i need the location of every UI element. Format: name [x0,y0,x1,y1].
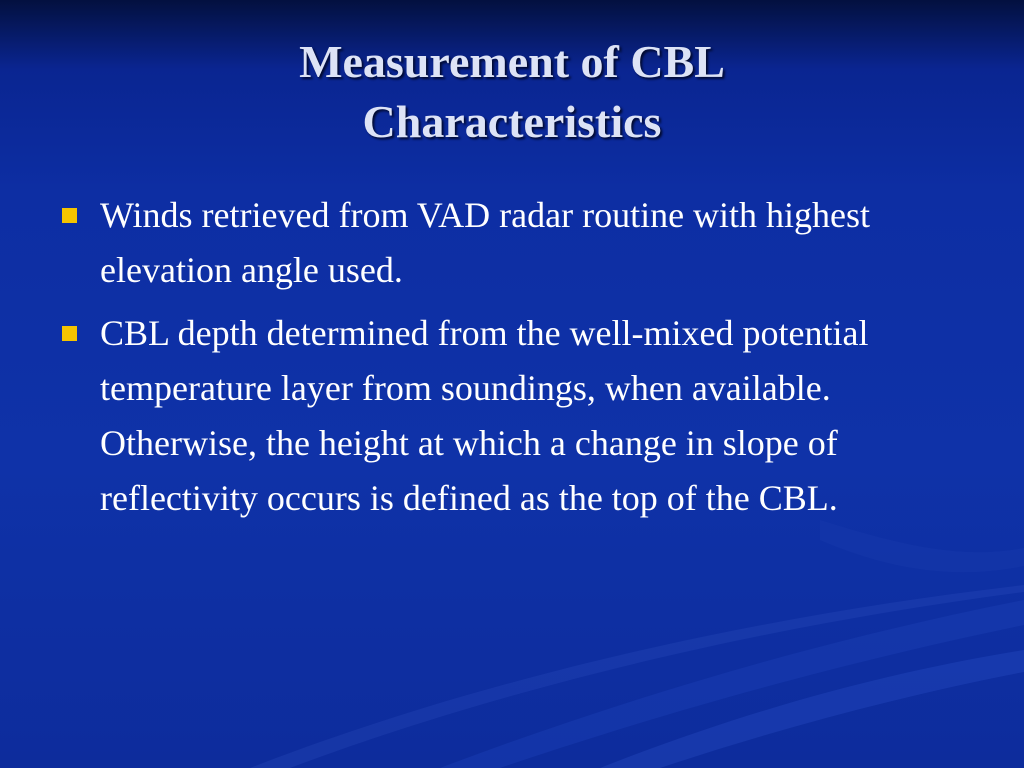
bullet-text-cbl-depth: CBL depth determined from the well-mixed potential temperature layer from soundings, when available. Otherwise, the height at which a change in slope of reflectivity occurs is defined as the top of the CBL. [100,313,878,518]
yellow-square-bullet-icon [62,326,77,341]
bullet-list [62,188,982,534]
bullet-text-winds: Winds retrieved from VAD radar routine with highest elevation angle used. [100,195,880,290]
slide-title [0,32,1024,152]
bullet-item-winds [62,188,982,298]
slide-title-line-2: Characteristics [362,96,662,147]
bullet-item-cbl-depth [62,306,982,526]
yellow-square-bullet-icon [62,208,77,223]
slide-title-line-1: Measurement of CBL [299,36,725,87]
